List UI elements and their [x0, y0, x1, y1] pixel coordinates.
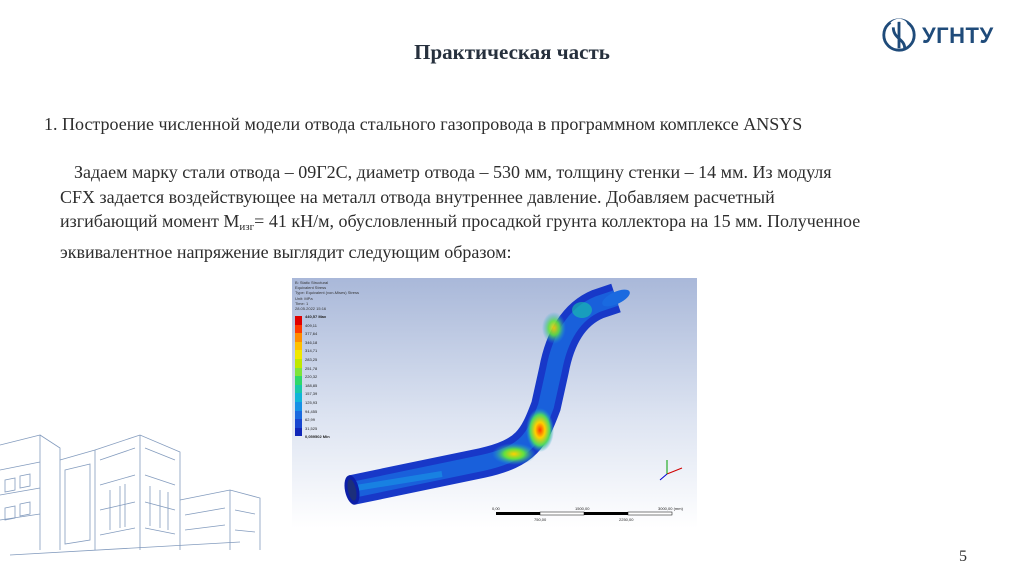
legend-value: 440,57 Max [305, 314, 327, 319]
legend-value: 157,39 [305, 391, 318, 397]
legend-swatch [295, 342, 302, 351]
legend-swatch [295, 428, 302, 437]
university-building-sketch [0, 430, 280, 560]
legend-value: 62,99 [305, 417, 316, 423]
legend-swatch [295, 359, 302, 368]
scale-label: 1500,00 [575, 506, 590, 511]
legend-swatch [295, 368, 302, 377]
slide-title: Практическая часть [414, 40, 610, 64]
legend-swatch [295, 385, 302, 394]
paragraph-text-part1: Задаем марку стали отвода – 09Г2С, диаметр отвода – 530 мм, толщину стенки – 14 мм. Из модуля CFX задается воздействующее на металл отвода внутреннее давление. Добавляем расчетный изгибающий момент М [60, 162, 832, 231]
moment-subscript: изг [239, 221, 255, 233]
scale-label: 0,00 [492, 506, 500, 511]
legend-swatch [295, 333, 302, 342]
legend-swatch [295, 402, 302, 411]
legend-swatch [295, 393, 302, 402]
legend-value: 409,11 [305, 322, 317, 328]
scale-bar [496, 512, 672, 515]
scale-label: 2250,00 [619, 517, 634, 522]
legend-value: 251,78 [305, 365, 318, 371]
legend-swatch [295, 411, 302, 420]
university-logo [880, 14, 1005, 56]
legend-swatch [295, 316, 302, 325]
description-paragraph [60, 160, 870, 264]
legend-swatch [295, 376, 302, 385]
stress-legend [295, 314, 375, 440]
legend-value: 283,25 [305, 357, 318, 362]
legend-value: 346,18 [305, 339, 318, 345]
figure-header: B: Static Structural Equivalent Stress Type: Equivalent (von-Mises) Stress Unit: MPa Time: 1 28.05.2022 15:16 [295, 280, 360, 312]
legend-value: 314,71 [305, 348, 318, 354]
page-number: 5 [959, 548, 967, 565]
legend-value: 377,64 [305, 331, 318, 337]
legend-value: 188,85 [305, 382, 318, 388]
legend-swatch [295, 419, 302, 428]
legend-value: 0,059502 Min [305, 434, 330, 440]
paragraph-text-part2: = 41 кН/м, обусловленный просадкой грунта коллектора на 15 мм. Полученное эквивалентное напряжение выглядит следующим образом: [60, 211, 861, 262]
section-item-title: 1. Построение численной модели отвода стального газопровода в программном комплексе ANSYS [44, 114, 803, 134]
ansys-stress-figure [292, 278, 697, 528]
scale-label: 750,00 [534, 517, 547, 522]
legend-swatch [295, 350, 302, 359]
legend-value: 125,93 [305, 400, 318, 405]
legend-value: 220,32 [305, 374, 318, 380]
scale-label: 3000,00 (mm) [658, 506, 683, 511]
legend-swatch [295, 325, 302, 334]
logo-text: УГНТУ [922, 23, 994, 48]
legend-value: 31,525 [305, 425, 318, 431]
legend-value: 94,455 [305, 408, 318, 414]
logo-mark-icon [880, 16, 918, 54]
